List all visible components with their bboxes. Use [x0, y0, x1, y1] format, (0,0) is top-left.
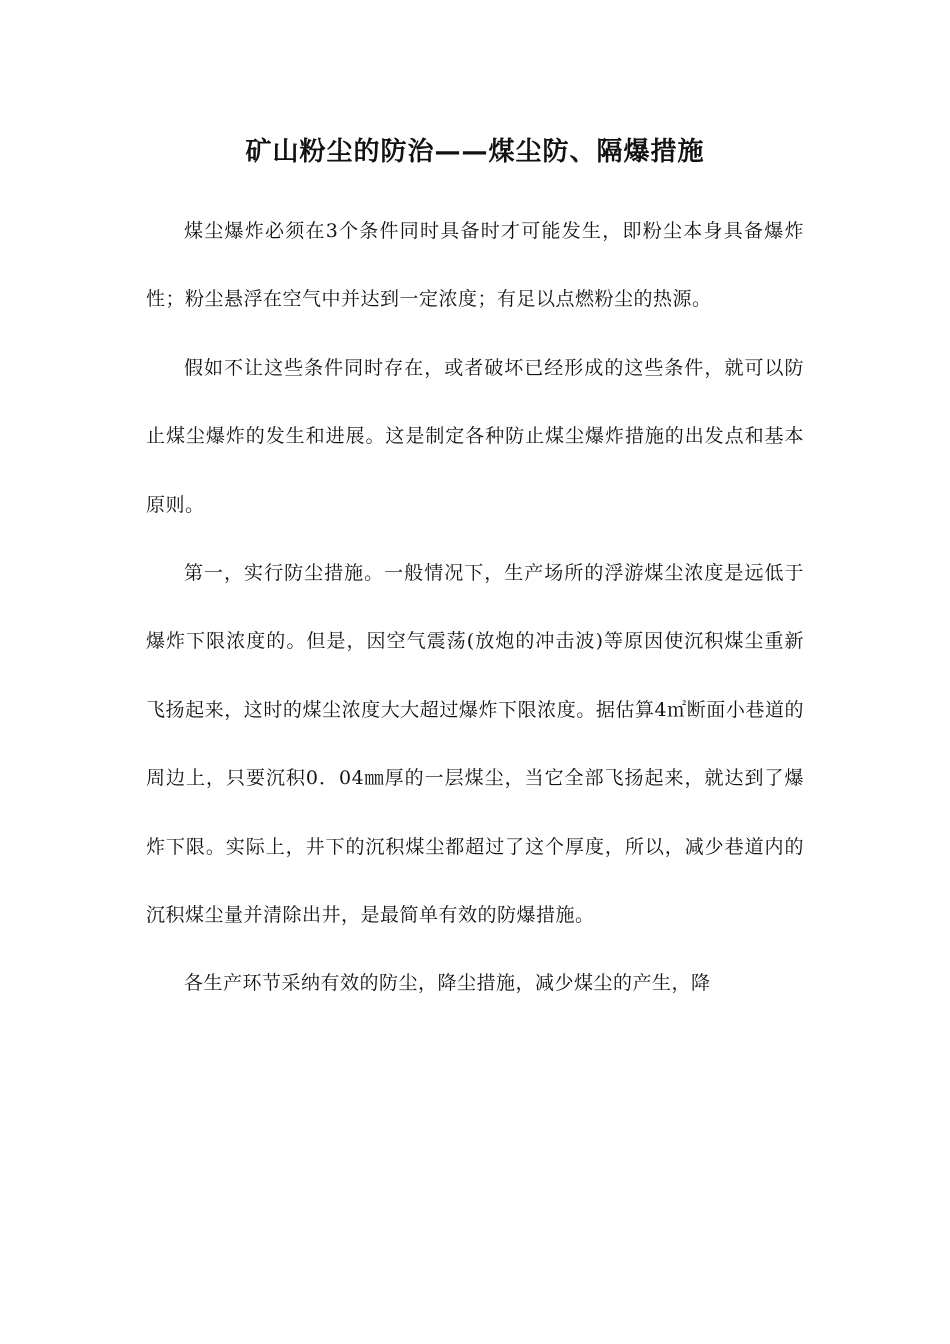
paragraph-2: 假如不让这些条件同时存在，或者破坏已经形成的这些条件，就可以防止煤尘爆炸的发生和进展。这是制定各种防止煤尘爆炸措施的出发点和基本原则。	[146, 356, 804, 516]
document-body	[146, 197, 804, 1018]
paragraph-3: 第一，实行防尘措施。一般情况下，生产场所的浮游煤尘浓度是远低于爆炸下限浓度的。但是，因空气震荡(放炮的冲击波)等原因使沉积煤尘重新飞扬起来，这时的煤尘浓度大大超过爆炸下限浓度。据估算4㎡断面小巷道的周边上，只要沉积0．04㎜厚的一层煤尘，当它全部飞扬起来，就达到了爆炸下限。实际上，井下的沉积煤尘都超过了这个厚度，所以，减少巷道内的沉积煤尘量并清除出井，是最简单有效的防爆措施。	[146, 562, 804, 927]
paragraph-1: 煤尘爆炸必须在3个条件同时具备时才可能发生，即粉尘本身具备爆炸性；粉尘悬浮在空气中并达到一定浓度；有足以点燃粉尘的热源。	[146, 220, 804, 311]
document-title: 矿山粉尘的防治——煤尘防、隔爆措施	[245, 137, 705, 167]
paragraph-4: 各生产环节采纳有效的防尘，降尘措施，减少煤尘的产生，降	[184, 972, 711, 995]
